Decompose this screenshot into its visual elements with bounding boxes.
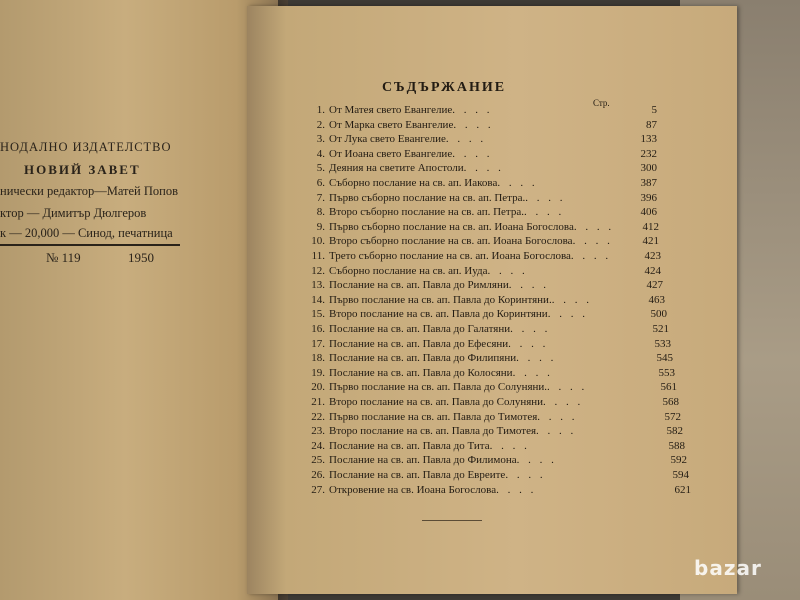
toc-entry (305, 119, 657, 133)
toc-entry-page: 424 (644, 264, 661, 277)
toc-leader-dots: . . . . (452, 147, 493, 160)
toc-entry-number: 7. (316, 191, 325, 204)
toc-entry (305, 162, 657, 176)
toc-entry-number: 14. (311, 293, 325, 306)
toc-leader-dots: . . . . (516, 454, 557, 467)
toc-entry-number: 19. (311, 366, 325, 379)
toc-entry-title: Първо послание на св. ап. Павла до Тимотея (329, 410, 538, 423)
toc-entry-page: 463 (648, 293, 665, 306)
toc-entry-title: Послание на св. ап. Павла до Римляни (329, 279, 509, 292)
toc-entry (305, 265, 661, 279)
toc-entry-title: Послание на св. ап. Павла до Филипяни (329, 352, 517, 365)
toc-entry-page: 582 (666, 425, 683, 438)
toc-entry-page: 87 (646, 118, 657, 131)
toc-entry (305, 323, 669, 337)
toc-entry-title: Послание на св. ап. Павла до Тита (329, 439, 490, 452)
toc-entry-page: 588 (668, 439, 685, 452)
toc-leader-dots: . . . . (547, 381, 588, 394)
toc-entry-title: Второ послание на св. ап. Павла до Коринтяни (329, 308, 548, 321)
imprint-print-info: к — 20,000 — Синод, печатница (0, 226, 173, 240)
toc-entry-title: От Матея свето Евангелие (329, 104, 453, 116)
toc-entry (305, 250, 661, 264)
toc-entry (305, 104, 657, 118)
toc-entry-number: 4. (316, 147, 325, 160)
toc-leader-dots: . . . . (516, 352, 557, 365)
toc-entry-page: 592 (670, 454, 687, 467)
toc-entry-title: Послание на св. ап. Павла до Колосяни (329, 366, 513, 379)
toc-leader-dots: . . . . (508, 279, 549, 292)
toc-leader-dots: . . . . (445, 133, 487, 146)
toc-leader-dots: . . . . (489, 439, 530, 452)
toc-leader-dots: . . . . (537, 410, 578, 423)
toc-entry-page: 572 (664, 410, 681, 423)
toc-leader-dots: . . . . (547, 308, 588, 321)
toc-entry-number: 27. (311, 483, 325, 496)
toc-entry-number: 3. (316, 133, 325, 146)
toc-entry-page: 5 (651, 104, 657, 116)
toc-entry (305, 425, 683, 439)
toc-leader-dots: . . . . (543, 396, 584, 408)
toc-entry-title: Послание на св. ап. Павла до Филимона (329, 454, 517, 467)
imprint-number: № 119 (46, 250, 81, 265)
toc-entry (305, 235, 659, 249)
toc-entry-number: 18. (311, 352, 325, 365)
toc-entry (305, 148, 657, 162)
toc-entry-title: Второ съборно послание на св. ап. Иоана Богослова (329, 235, 573, 248)
toc-entry-number: 15. (311, 308, 325, 321)
toc-entry (305, 469, 689, 483)
toc-entry-title: Послание на св. ап. Павла до Евреите (329, 469, 506, 481)
toc-entry-number: 6. (316, 177, 325, 189)
toc-entry (305, 279, 663, 293)
imprint-year: 1950 (128, 250, 154, 265)
toc-entry-page: 300 (640, 162, 657, 175)
toc-leader-dots: . . . . (512, 366, 553, 379)
toc-leader-dots: . . . . (452, 104, 493, 116)
toc-entry (305, 411, 681, 425)
toc-entry-number: 8. (316, 206, 325, 219)
toc-leader-dots: . . . . (573, 220, 615, 233)
imprint-book-title: НОВИЙ ЗАВЕТ (24, 162, 141, 177)
toc-entry (305, 221, 659, 235)
toc-entry-number: 10. (311, 235, 325, 248)
toc-leader-dots: . . . . (463, 162, 504, 175)
toc-entry-title: Първо съборно послание на св. ап. Иоана Богослова (329, 220, 574, 233)
toc-leader-dots: . . . . (487, 264, 528, 277)
toc-entry-title: Откровение на св. Иоана Богослова (329, 483, 497, 496)
toc-entry-page: 133 (640, 133, 657, 146)
imprint-divider (0, 244, 180, 246)
toc-entry (305, 294, 665, 308)
toc-entry-number: 22. (311, 410, 325, 423)
toc-entry-number: 23. (311, 425, 325, 438)
toc-entry-number: 2. (316, 118, 325, 131)
toc-entry (305, 454, 687, 468)
toc-entry-number: 9. (316, 220, 325, 233)
toc-entry-title: Послание на св. ап. Павла до Галатяни (329, 323, 511, 335)
toc-entry-page: 427 (646, 279, 663, 292)
toc-entry-page: 387 (640, 177, 657, 189)
toc-entry-number: 17. (311, 337, 325, 350)
toc-entry (305, 133, 657, 147)
toc-entry-title: Съборно послание на св. ап. Иакова (329, 177, 498, 189)
toc-entry-title: Първо послание на св. ап. Павла до Коринтяни. (329, 293, 552, 306)
toc-entry-page: 553 (658, 366, 675, 379)
toc-leader-dots: . . . . (453, 118, 494, 131)
toc-entry-number: 26. (311, 469, 325, 481)
toc-entry-page: 396 (640, 191, 657, 204)
toc-entry (305, 352, 673, 366)
toc-entry-page: 533 (654, 337, 671, 350)
toc-entry-title: Второ послание на св. ап. Павла до Солуняни (329, 396, 544, 408)
toc-leader-dots: . . . . (570, 250, 612, 262)
toc-entry (305, 338, 671, 352)
toc-entry-number: 5. (316, 162, 325, 175)
toc-entry-page: 500 (650, 308, 667, 321)
toc-entry-title: Първо съборно послание на св. ап. Петра. (329, 191, 526, 204)
toc-entry-page: 232 (640, 147, 657, 160)
toc-entry-page: 421 (642, 235, 659, 248)
toc-entry-title: От Иоана свето Евангелие (329, 147, 453, 160)
toc-leader-dots: . . . . (572, 235, 613, 248)
toc-entry (305, 367, 675, 381)
left-page (0, 0, 278, 600)
toc-entry-title: Съборно послание на св. ап. Иуда (329, 264, 488, 277)
toc-entry-number: 20. (311, 381, 325, 394)
toc-entry-number: 25. (311, 454, 325, 467)
toc-entry-page: 412 (642, 220, 659, 233)
toc-entry-title: Второ послание на св. ап. Павла до Тимотея (329, 425, 537, 438)
toc-entry-page: 406 (640, 206, 657, 219)
toc-entry-page: 545 (656, 352, 673, 365)
imprint-publisher: НОДАЛНО ИЗДАТЕЛСТВО (0, 140, 172, 154)
watermark-logo: bazar (694, 556, 762, 580)
toc-entry (305, 484, 691, 498)
toc-entry (305, 440, 685, 454)
toc-entry (305, 396, 679, 410)
toc-entry-number: 13. (311, 279, 325, 292)
page-end-rule (422, 520, 482, 521)
toc-entry-number: 12. (311, 264, 325, 277)
toc-entry-number: 1. (316, 104, 325, 116)
toc-entry-title: Деяния на светите Апостоли (329, 162, 464, 175)
toc-entry-number: 24. (311, 439, 325, 452)
toc-entry-title: Първо послание на св. ап. Павла до Солуняни. (329, 381, 548, 394)
imprint-editor: ктор — Димитър Дюлгеров (0, 206, 147, 220)
toc-entry (305, 206, 657, 220)
toc-entry-page: 594 (672, 469, 689, 481)
toc-title: СЪДЪРЖАНИЕ (382, 80, 507, 95)
toc-entry-title: Послание на св. ап. Павла до Ефесяни (329, 337, 509, 350)
toc-leader-dots: . . . . (551, 293, 592, 306)
toc-entry-page: 561 (660, 381, 677, 394)
toc-entry-title: Второ съборно послание на св. ап. Петра. (329, 206, 524, 219)
toc-entry-number: 16. (311, 323, 325, 335)
toc-entry-page: 568 (662, 396, 679, 408)
toc-leader-dots: . . . . (508, 337, 549, 350)
toc-leader-dots: . . . . (496, 483, 537, 496)
toc-leader-dots: . . . . (536, 425, 577, 438)
toc-entry-title: От Лука свето Евангелие (329, 133, 446, 146)
toc-entry-number: 11. (311, 250, 325, 262)
toc-leader-dots: . . . . (497, 177, 538, 189)
toc-entry-number: 21. (311, 396, 325, 408)
toc-entry (305, 177, 657, 191)
toc-entry-page: 521 (652, 323, 669, 335)
imprint-tech-editor: нически редактор—Матей Попов (0, 184, 178, 198)
toc-entry-page: 621 (674, 483, 691, 496)
toc-entry-title: От Марка свето Евангелие (329, 118, 454, 131)
toc-entry-title: Трето съборно послание на св. ап. Иоана Богослова (329, 250, 571, 262)
toc-entry-page: 423 (644, 250, 661, 262)
toc-leader-dots: . . . . (525, 191, 566, 204)
toc-leader-dots: . . . . (524, 206, 565, 219)
toc-entry (305, 381, 677, 395)
toc-leader-dots: . . . . (510, 323, 551, 335)
toc-entry (305, 308, 667, 322)
toc-page-header: Стр. (593, 98, 610, 108)
toc-entry (305, 192, 657, 206)
toc-leader-dots: . . . . (505, 469, 546, 481)
